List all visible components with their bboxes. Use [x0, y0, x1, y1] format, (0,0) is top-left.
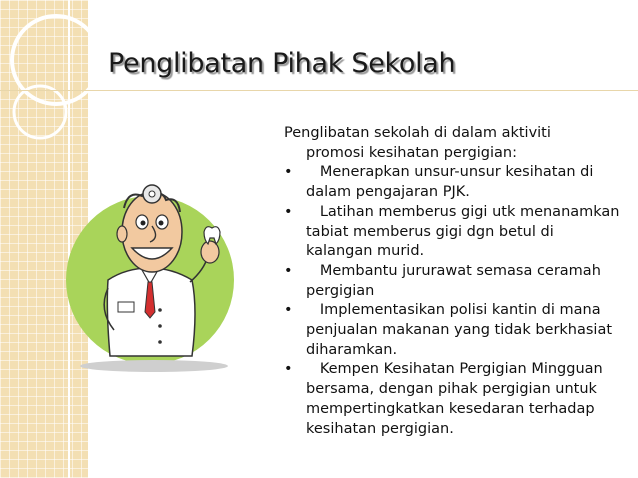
bullet-text: Kempen Kesihatan Pergigian Mingguan bersama, dengan pihak pergigian untuk mempertingkatkan kesedaran terhadap kesihatan pergigian. — [306, 361, 608, 437]
list-item — [284, 301, 624, 360]
dentist-illustration — [62, 160, 242, 388]
bullet-dot: • — [284, 361, 293, 378]
bullet-dot: • — [284, 302, 293, 319]
intro-line-2: promosi kesihatan pergigian: — [306, 144, 517, 161]
bullet-list — [284, 163, 624, 439]
intro-text — [284, 124, 624, 163]
list-item — [284, 360, 624, 439]
slide-title: Penglibatan Pihak Sekolah — [108, 48, 456, 79]
bullet-text: Membantu jururawat semasa ceramah pergigian — [306, 262, 606, 299]
list-item — [284, 203, 624, 262]
list-item — [284, 163, 624, 202]
bullet-text: Latihan memberus gigi utk menanamkan tabiat memberus gigi dgn betul di kalangan murid. — [306, 203, 625, 260]
slide-content — [284, 124, 624, 439]
list-item — [284, 262, 624, 301]
decorative-circles — [0, 0, 120, 170]
bullet-dot: • — [284, 203, 293, 220]
bullet-dot: • — [284, 164, 293, 181]
title-underline — [0, 90, 638, 91]
bullet-dot: • — [284, 262, 293, 279]
intro-line-1: Penglibatan sekolah di dalam aktiviti — [284, 125, 551, 141]
bullet-text: Menerapkan unsur-unsur kesihatan di dalam pengajaran PJK. — [306, 164, 599, 201]
bullet-text: Implementasikan polisi kantin di mana penjualan makanan yang tidak berkhasiat diharamkan. — [306, 302, 617, 358]
